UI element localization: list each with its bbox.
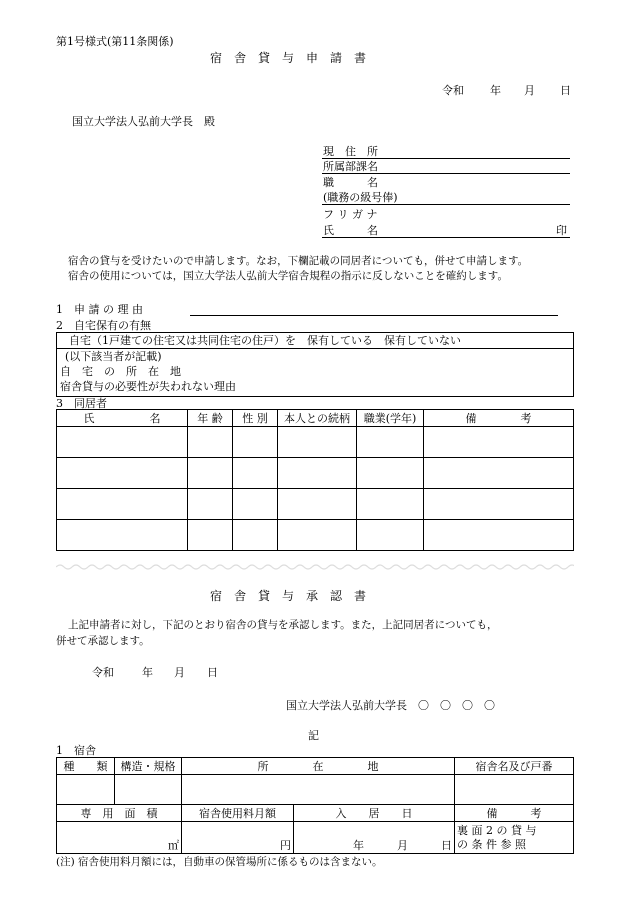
col-type: 種 類: [57, 758, 115, 775]
field-department-line[interactable]: [322, 173, 570, 174]
section-reason-label: 1 申 請 の 理 由: [56, 303, 143, 316]
field-name-line[interactable]: [322, 237, 570, 238]
col-move-in: 入 居 日: [294, 805, 455, 822]
statement-2: 宿舎の使用については，国立大学法人弘前大学宿舎規程の指示に反しないことを確約します。: [68, 270, 508, 282]
move-in-date: 年 月 日: [353, 839, 452, 852]
home-question-box: [56, 332, 574, 349]
cohabitant-table: [56, 409, 574, 551]
footnote: (注) 宿舎使用料月額には，自動車の保管場所に係るものは含まない。: [56, 856, 383, 868]
table-row[interactable]: [57, 489, 574, 520]
section-home-label: 2 自宅保有の有無: [56, 319, 151, 332]
form-number: 第1号様式(第11条関係): [56, 35, 174, 48]
col-remarks: 備 考: [424, 410, 574, 427]
table-header-row: [57, 410, 574, 427]
date-year: 年: [490, 84, 501, 97]
col-area: 専 用 面 積: [57, 805, 182, 822]
col-housing-remarks: 備 考: [455, 805, 574, 822]
col-relation: 本人との続柄: [278, 410, 357, 427]
field-name-label: 氏 名: [323, 224, 378, 237]
approval-date-era: 令和: [92, 666, 114, 679]
date-month: 月: [524, 84, 535, 97]
col-name: 氏 名: [57, 410, 188, 427]
field-grade-label: (職務の級号俸): [323, 191, 398, 204]
table-row[interactable]: [57, 520, 574, 551]
col-occupation: 職業(学年): [357, 410, 424, 427]
statement-1: 宿舎の貸与を受けたいので申請します。なお，下欄記載の同居者についても，併せて申請します。: [68, 255, 529, 267]
president-signature: 国立大学法人弘前大学長 〇 〇 〇 〇: [286, 699, 495, 712]
field-department-label: 所属部課名: [323, 160, 378, 173]
home-question[interactable]: 自宅（1戸建ての住宅又は共同住宅の住戸）を 保有している 保有していない: [69, 334, 461, 347]
move-in-cell[interactable]: [294, 822, 455, 854]
remark-line-2: の 条 件 参 照: [457, 837, 526, 851]
approval-title: 宿 舎 貸 与 承 認 書: [210, 589, 367, 603]
field-furigana-label: フ リ ガ ナ: [323, 208, 378, 221]
seal-mark: 印: [556, 224, 567, 237]
table-header-row: [57, 805, 574, 822]
reason-input-line[interactable]: [190, 315, 558, 316]
section-cohabitant-label: 3 同居者: [56, 397, 107, 410]
home-location-label: 自 宅 の 所 在 地: [60, 365, 181, 378]
table-row[interactable]: [57, 822, 574, 854]
approval-text-1: 上記申請者に対し，下記のとおり宿舎の貸与を承認します。また，上記同居者についても，: [68, 619, 498, 631]
date-day: 日: [560, 84, 571, 97]
field-position-line[interactable]: [322, 204, 570, 205]
area-cell[interactable]: [57, 822, 182, 854]
approval-date-month: 月: [174, 666, 185, 679]
area-unit: ㎡: [168, 839, 179, 852]
col-age: 年 齢: [188, 410, 233, 427]
remarks-cell: [455, 822, 574, 854]
section-housing-label: 1 宿舎: [56, 744, 96, 757]
addressee: 国立大学法人弘前大学長 殿: [72, 115, 215, 128]
table-row[interactable]: [57, 458, 574, 489]
table-row[interactable]: [57, 427, 574, 458]
col-sex: 性 別: [233, 410, 278, 427]
field-address-label: 現 住 所: [323, 145, 378, 158]
col-fee: 宿舎使用料月額: [182, 805, 294, 822]
table-header-row: [57, 758, 574, 775]
home-note: (以下該当者が記載): [65, 350, 162, 363]
remark-line-1: 裏 面 2 の 貸 与: [457, 823, 537, 837]
ki-mark: 記: [308, 729, 319, 742]
approval-date-year: 年: [142, 666, 153, 679]
home-detail-box: [56, 348, 574, 397]
field-position-label: 職 名: [323, 176, 378, 189]
tear-divider: [56, 563, 574, 571]
date-era: 令和: [442, 84, 464, 97]
housing-table: [56, 757, 574, 854]
field-address-line[interactable]: [322, 158, 570, 159]
fee-cell[interactable]: [182, 822, 294, 854]
home-reason-label: 宿舎貸与の必要性が失われない理由: [60, 380, 236, 393]
approval-text-2: 併せて承認します。: [56, 635, 150, 647]
col-housing-name: 宿舎名及び戸番: [455, 758, 574, 775]
approval-date-day: 日: [207, 666, 218, 679]
col-location: 所 在 地: [182, 758, 455, 775]
fee-unit: 円: [280, 839, 291, 852]
col-structure: 構造・規格: [115, 758, 182, 775]
page-title: 宿 舎 貸 与 申 請 書: [210, 51, 367, 65]
table-row[interactable]: [57, 775, 574, 805]
